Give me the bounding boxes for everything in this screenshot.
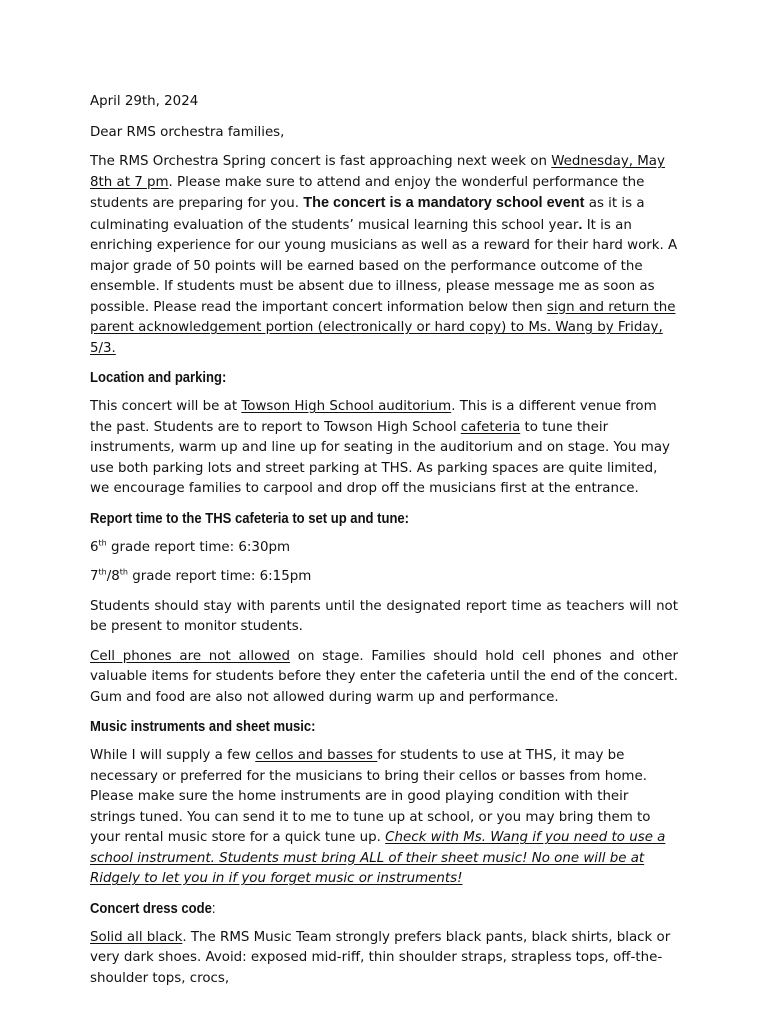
intro-period: . [578,216,583,233]
dress-code-colon: : [211,900,216,917]
supervision-paragraph: Students should stay with parents until the designated report time as teachers will not be present to monitor students. [90,598,678,634]
grade8-suffix: th [119,567,128,577]
grade7-number: 7 [90,569,99,584]
grade6-number: 6 [90,539,99,555]
intro-text-3: as it is a culminating evaluation of the students’ musical learning this school year [90,196,645,233]
location-text-2: . This is a different venue from the past. Students are to report to Towson High School [90,399,657,435]
intro-text-4: It is an enriching experience for our young musicians as well as a reward for their hard work. A major grade of 50 points will be earned based on the performance outcome of the ensemble. If students must be absent due to illness, please message me as soon as possible. Please read the important concert information below then [90,217,678,315]
dress-code-text: . The RMS Music Team strongly prefers black pants, black shirts, black or very dark shoes. Avoid: exposed mid-riff, thin shoulder straps, strapless tops, off-the-shoulder tops, crocs, [90,929,671,986]
grade8-number: /8 [106,569,120,584]
music-warning: Check with Ms. Wang if you need to use a school instrument. Students must bring ALL of their sheet music! No one will be at Ridgely to let you in if you forget music or instruments! [90,830,666,886]
cell-phone-text: on stage. Families should hold cell phones and other valuable items for students before they enter the cafeteria until the end of the concert. Gum and food are also not allowed during warm up and performance. [90,648,678,705]
cellos-and-basses: cellos and basses [255,748,378,763]
intro-paragraph [90,152,678,359]
cafeteria: cafeteria [460,419,521,435]
dress-code-title: Concert dress code [90,900,212,917]
cell-phones-not-allowed: Cell phones are not allowed [90,648,291,664]
intro-text-1: The RMS Orchestra Spring concert is fast approaching next week on [90,154,552,169]
report-time-heading: Report time to the THS cafeteria to set up and tune: [90,510,410,527]
grade78-text: grade report time: 6:15pm [128,569,312,584]
dress-code-heading [90,899,619,919]
letter-body [90,92,678,998]
location-text-1: This concert will be at [90,399,242,414]
solid-all-black: Solid all black [90,929,183,945]
grade7-suffix: th [98,567,107,577]
grade6-text: grade report time: 6:30pm [106,539,291,555]
music-paragraph [90,746,678,890]
location-paragraph [90,397,678,500]
music-text-2: for students to use at THS, it may be necessary or preferred for the musicians to bring their cellos or basses from home. Please make sure the home instruments are in good playing condition with their strings tuned. You can send it to me to tune up at school, or you may bring them to your rental music store for a quick tune up. [90,748,651,845]
intro-text-2: . Please make sure to attend and enjoy the wonderful performance the students are preparing for you. [90,174,645,211]
concert-date-time: Wednesday, May 8th at 7 pm [90,154,665,190]
letter-date: April 29th, 2024 [90,94,199,109]
grade6-suffix: th [98,538,107,548]
music-text-1: While I will supply a few [90,748,256,763]
music-instruments-heading: Music instruments and sheet music: [90,719,316,735]
sign-and-return-notice: sign and return the parent acknowledgement portion (electronically or hard copy) to Ms. Wang by Friday, 5/3. [90,299,676,356]
venue: Towson High School auditorium [241,399,452,414]
grade78-report-time [90,567,678,588]
location-heading: Location and parking: [90,370,227,386]
location-text-3: to tune their instruments, warm up and line up for seating in the auditorium and on stage. You may use both parking lots and street parking at THS. As parking spaces are quite limited, we encourage families to carpool and drop off the musicians first at the entrance. [90,419,670,496]
mandatory-event-statement: The concert is a mandatory school event [303,195,585,211]
cell-phone-paragraph [90,647,678,709]
salutation: Dear RMS orchestra families, [90,124,285,140]
dress-code-paragraph [90,928,678,990]
grade6-report-time [90,538,678,559]
